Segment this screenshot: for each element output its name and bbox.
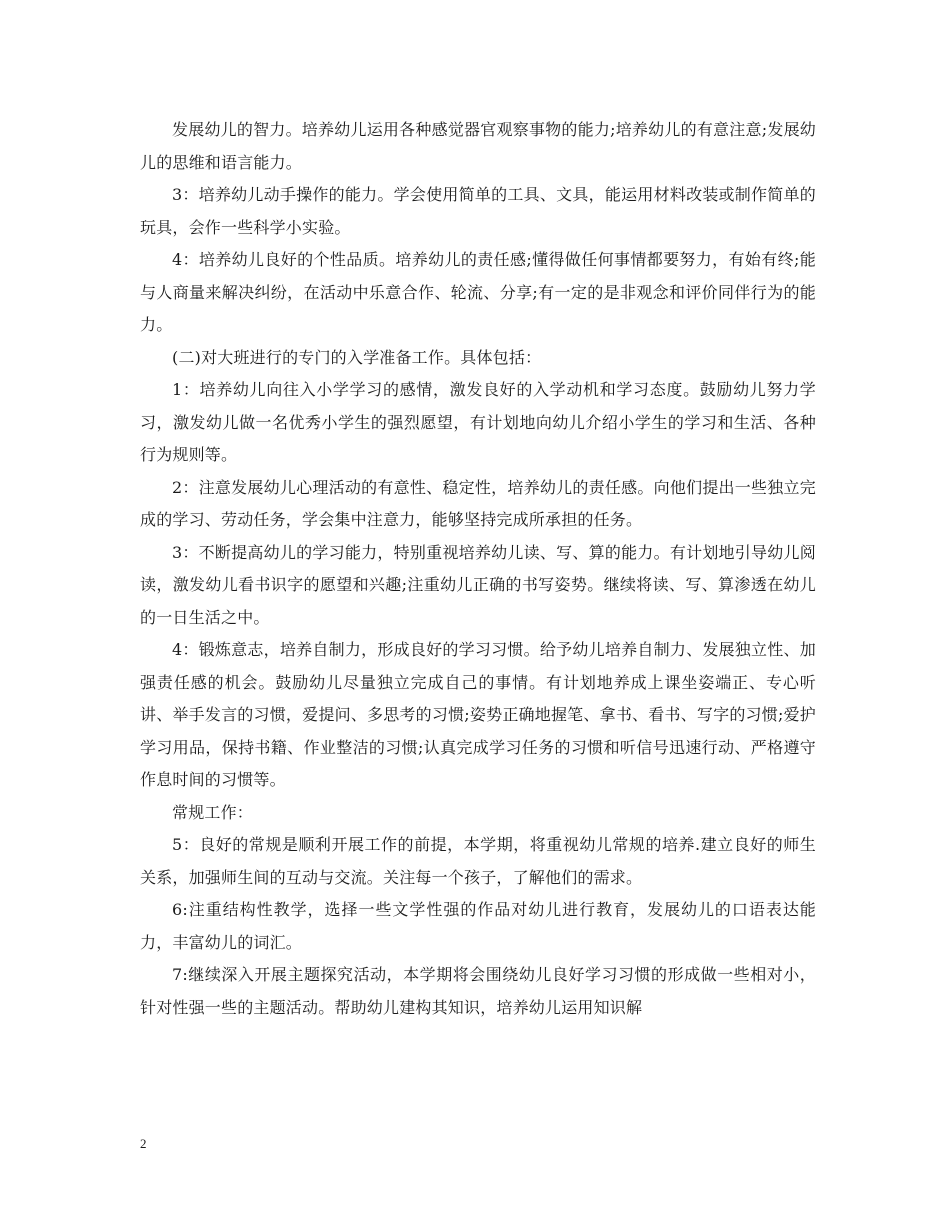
section-heading: (二)对大班进行的专门的入学准备工作。具体包括： — [172, 347, 542, 367]
paragraph: 3：不断提高幼儿的学习能力，特别重视培养幼儿读、写、算的能力。有计划地引导幼儿阅读，激发幼儿看书识字的愿望和兴趣;注重幼儿正确的书写姿势。继续将读、写、算渗透在幼儿的一日生活之中。 — [140, 542, 816, 627]
paragraph: 5：良好的常规是顺利开展工作的前提，本学期，将重视幼儿常规的培养.建立良好的师生关系，加强师生间的互动与交流。关注每一个孩子，了解他们的需求。 — [140, 835, 816, 887]
paragraph: 6:注重结构性教学，选择一些文学性强的作品对幼儿进行教育，发展幼儿的口语表达能力，丰富幼儿的词汇。 — [140, 900, 816, 952]
paragraph: 7:继续深入开展主题探究活动，本学期将会围绕幼儿良好学习习惯的形成做一些相对小，针对性强一些的主题活动。帮助幼儿建构其知识，培养幼儿运用知识解 — [140, 965, 816, 1017]
paragraph: 3：培养幼儿动手操作的能力。学会使用简单的工具、文具，能运用材料改装或制作简单的玩具，会作一些科学小实验。 — [140, 185, 816, 237]
paragraph: 1：培养幼儿向往入小学学习的感情，激发良好的入学动机和学习态度。鼓励幼儿努力学习，激发幼儿做一名优秀小学生的强烈愿望，有计划地向幼儿介绍小学生的学习和生活、各种行为规则等。 — [140, 380, 816, 464]
paragraph: 4：培养幼儿良好的个性品质。培养幼儿的责任感;懂得做任何事情都要努力，有始有终;能与人商量来解决纠纷，在活动中乐意合作、轮流、分享;有一定的是非观念和评价同伴行为的能力。 — [140, 250, 816, 334]
page-number: 2 — [140, 1136, 147, 1151]
document-body — [140, 114, 816, 1024]
paragraph: 4：锻炼意志，培养自制力，形成良好的学习习惯。给予幼儿培养自制力、发展独立性、加强责任感的机会。鼓励幼儿尽量独立完成自己的事情。有计划地养成上课坐姿端正、专心听讲、举手发言的习惯，爱提问、多思考的习惯;姿势正确地握笔、拿书、看书、写字的习惯;爱护学习用品，保持书籍、作业整洁的习惯;认真完成学习任务的习惯和听信号迅速行动、严格遵守作息时间的习惯等。 — [140, 640, 816, 789]
paragraph: 2：注意发展幼儿心理活动的有意性、稳定性，培养幼儿的责任感。向他们提出一些独立完成的学习、劳动任务，学会集中注意力，能够坚持完成所承担的任务。 — [140, 477, 816, 529]
paragraph: 发展幼儿的智力。培养幼儿运用各种感觉器官观察事物的能力;培养幼儿的有意注意;发展幼儿的思维和语言能力。 — [140, 120, 816, 172]
section-heading: 常规工作： — [172, 802, 254, 822]
